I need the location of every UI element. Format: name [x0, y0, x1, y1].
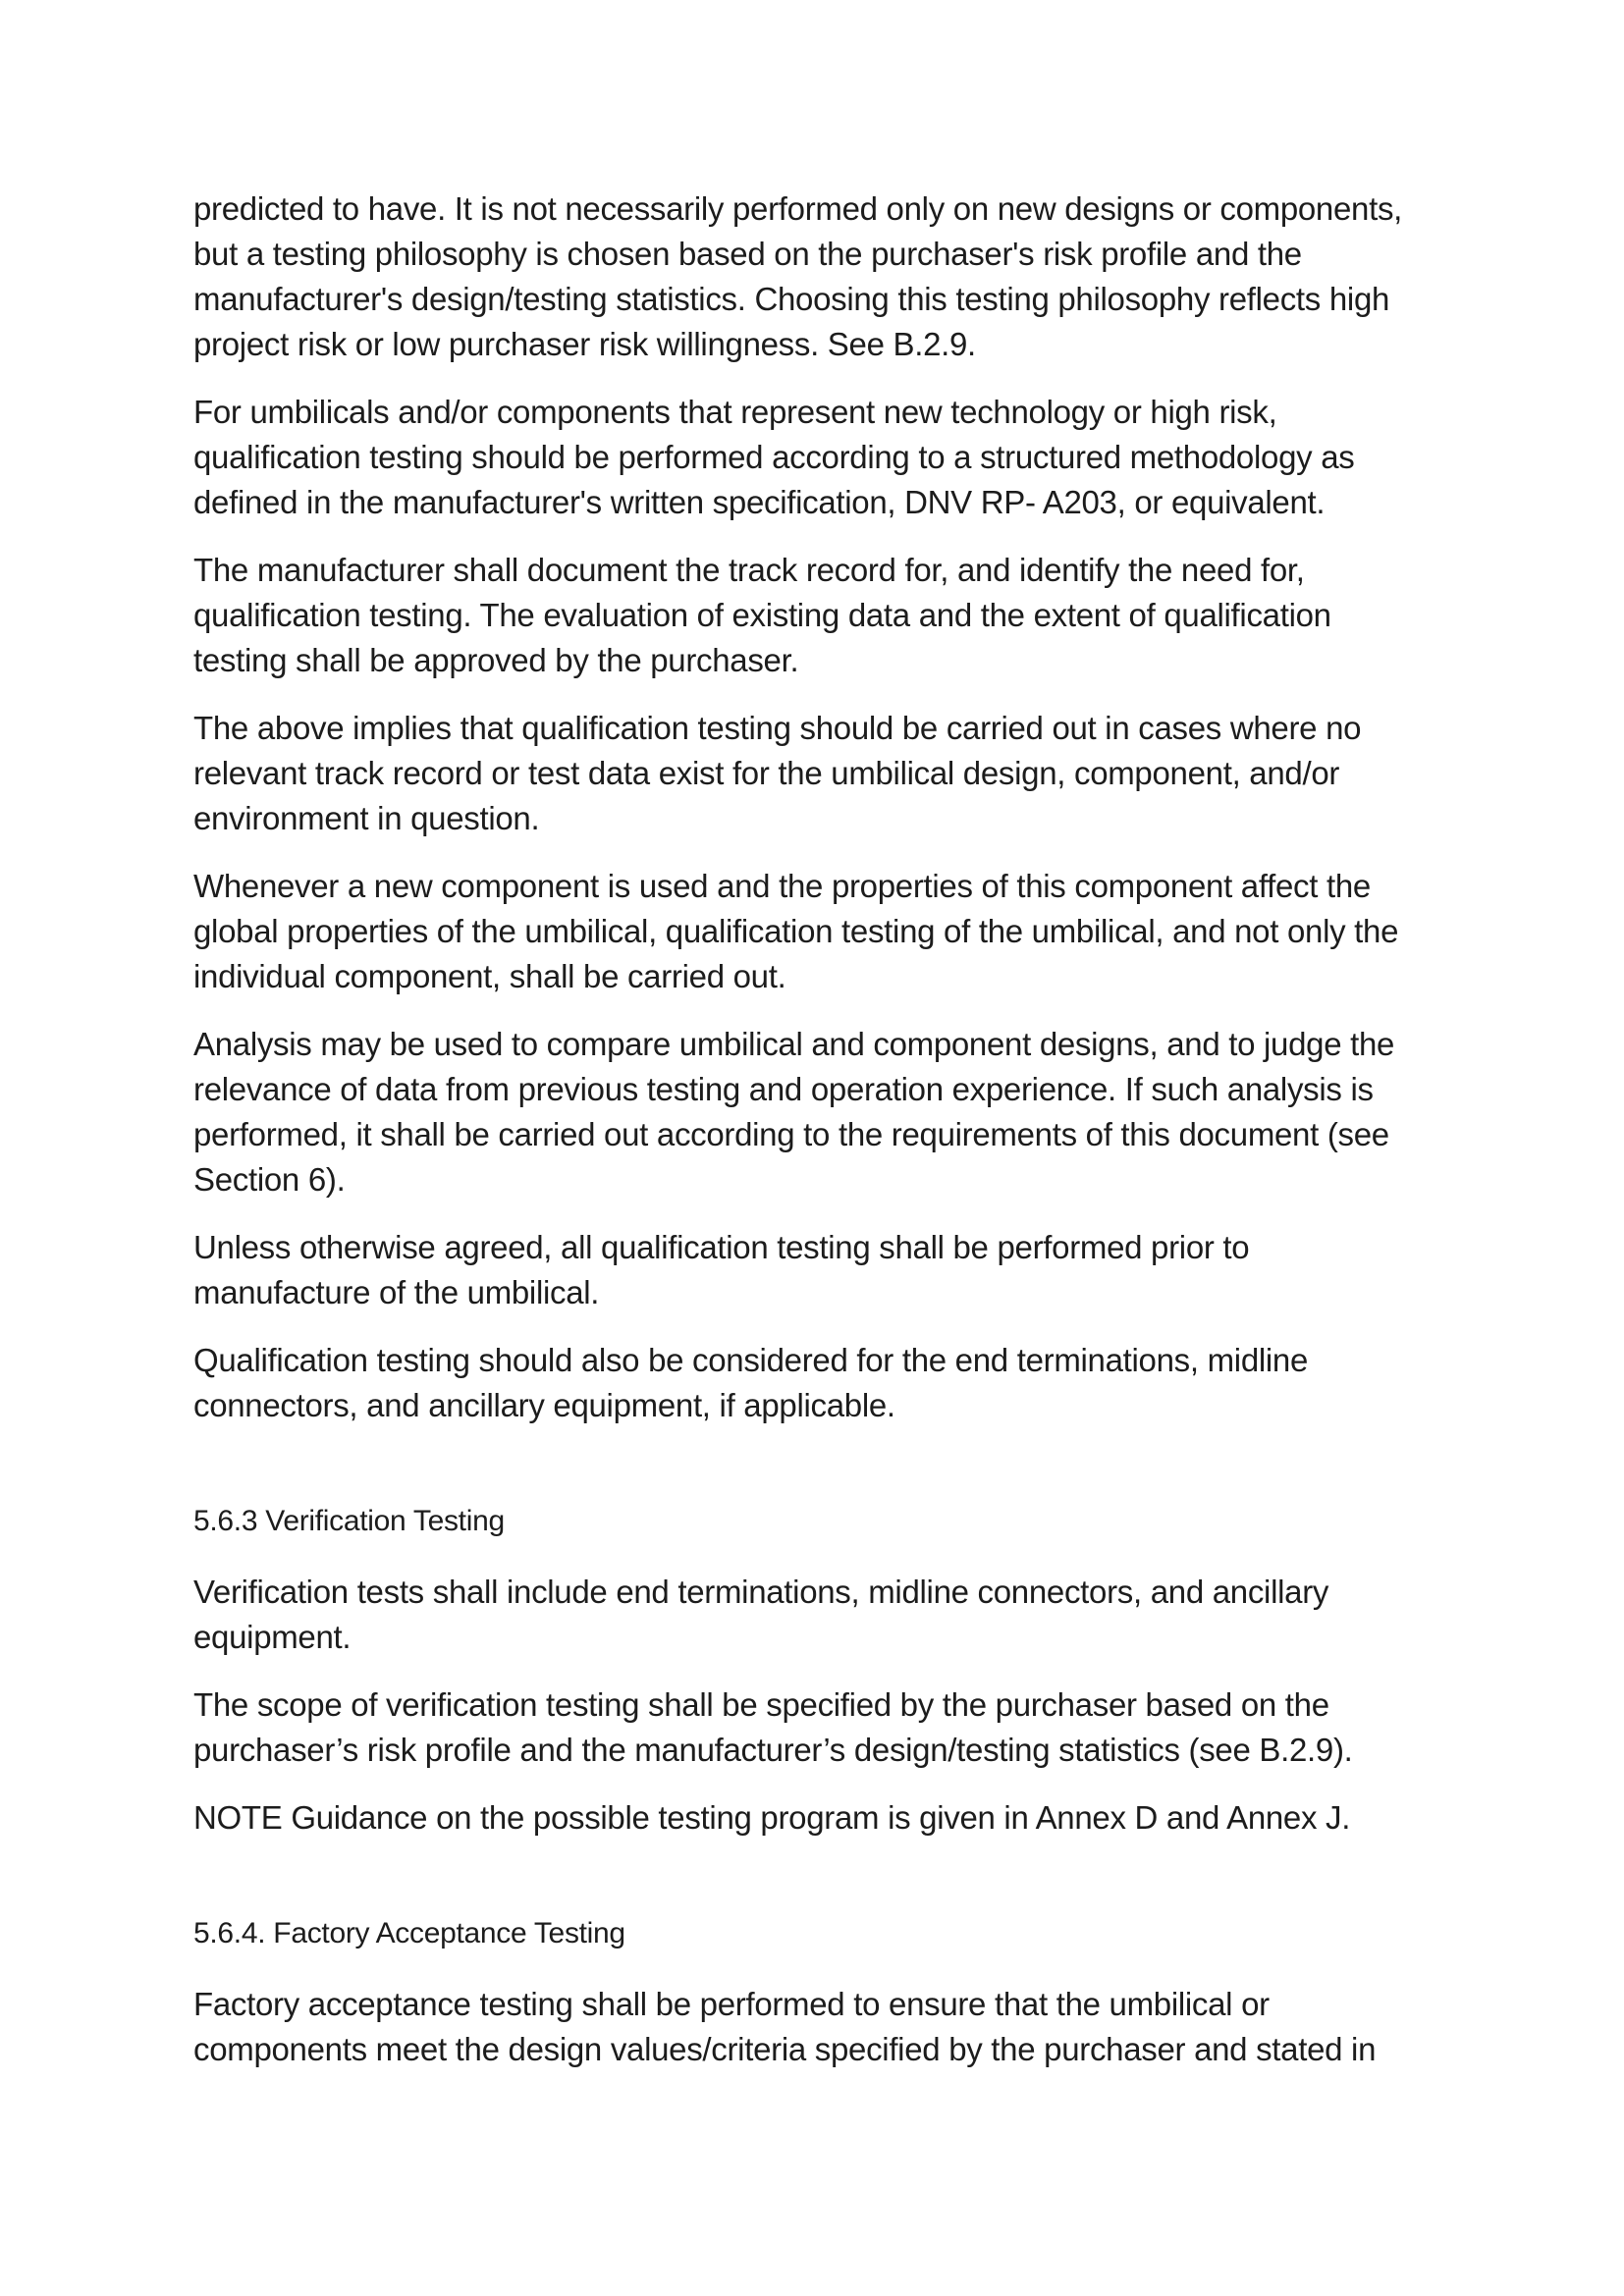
paragraph-verification-scope-items: Verification tests shall include end terminations, midline connectors, and ancillary equipment.	[193, 1574, 1329, 1655]
paragraph-testing-prior-to-manufacture: Unless otherwise agreed, all qualification testing shall be performed prior to manufacture of the umbilical.	[193, 1229, 1250, 1310]
paragraph-new-component: Whenever a new component is used and the properties of this component affect the global properties of the umbilical, qualification testing of the umbilical, and not only the individual component, shall be carried out.	[193, 868, 1399, 994]
heading-5-6-3-verification-testing: 5.6.3 Verification Testing	[193, 1505, 505, 1537]
paragraph-new-technology-qualification: For umbilicals and/or components that represent new technology or high risk, qualification testing should be performed according to a structured methodology as defined in the manufacturer's written specification, DNV RP- A203, or equivalent.	[193, 394, 1355, 520]
paragraph-testing-philosophy: predicted to have. It is not necessarily performed only on new designs or components, but a testing philosophy is chosen based on the purchaser's risk profile and the manufacturer's design/testing statistics. Choosing this testing philosophy reflects high project risk or low purchaser risk willingness. See B.2.9.	[193, 190, 1403, 362]
paragraph-note-annex-guidance: NOTE Guidance on the possible testing program is given in Annex D and Annex J.	[193, 1799, 1351, 1836]
heading-5-6-4-factory-acceptance-testing: 5.6.4. Factory Acceptance Testing	[193, 1917, 625, 1949]
document-content	[193, 187, 1433, 2095]
paragraph-verification-scope-purchaser: The scope of verification testing shall be specified by the purchaser based on the purchaser’s risk profile and the manufacturer’s design/testing statistics (see B.2.9).	[193, 1686, 1353, 1768]
paragraph-no-track-record-cases: The above implies that qualification testing should be carried out in cases where no relevant track record or test data exist for the umbilical design, component, and/or environment in question.	[193, 710, 1362, 836]
paragraph-track-record: The manufacturer shall document the track record for, and identify the need for, qualification testing. The evaluation of existing data and the extent of qualification testing shall be approved by the purchaser.	[193, 552, 1331, 678]
paragraph-analysis-comparison: Analysis may be used to compare umbilical and component designs, and to judge the relevance of data from previous testing and operation experience. If such analysis is performed, it shall be carried out according to the requirements of this document (see Section 6).	[193, 1026, 1395, 1198]
paragraph-end-terminations-qualification: Qualification testing should also be considered for the end terminations, midline connectors, and ancillary equipment, if applicable.	[193, 1342, 1309, 1423]
paragraph-factory-acceptance-intro: Factory acceptance testing shall be performed to ensure that the umbilical or components meet the design values/criteria specified by the purchaser and stated in	[193, 1986, 1377, 2067]
